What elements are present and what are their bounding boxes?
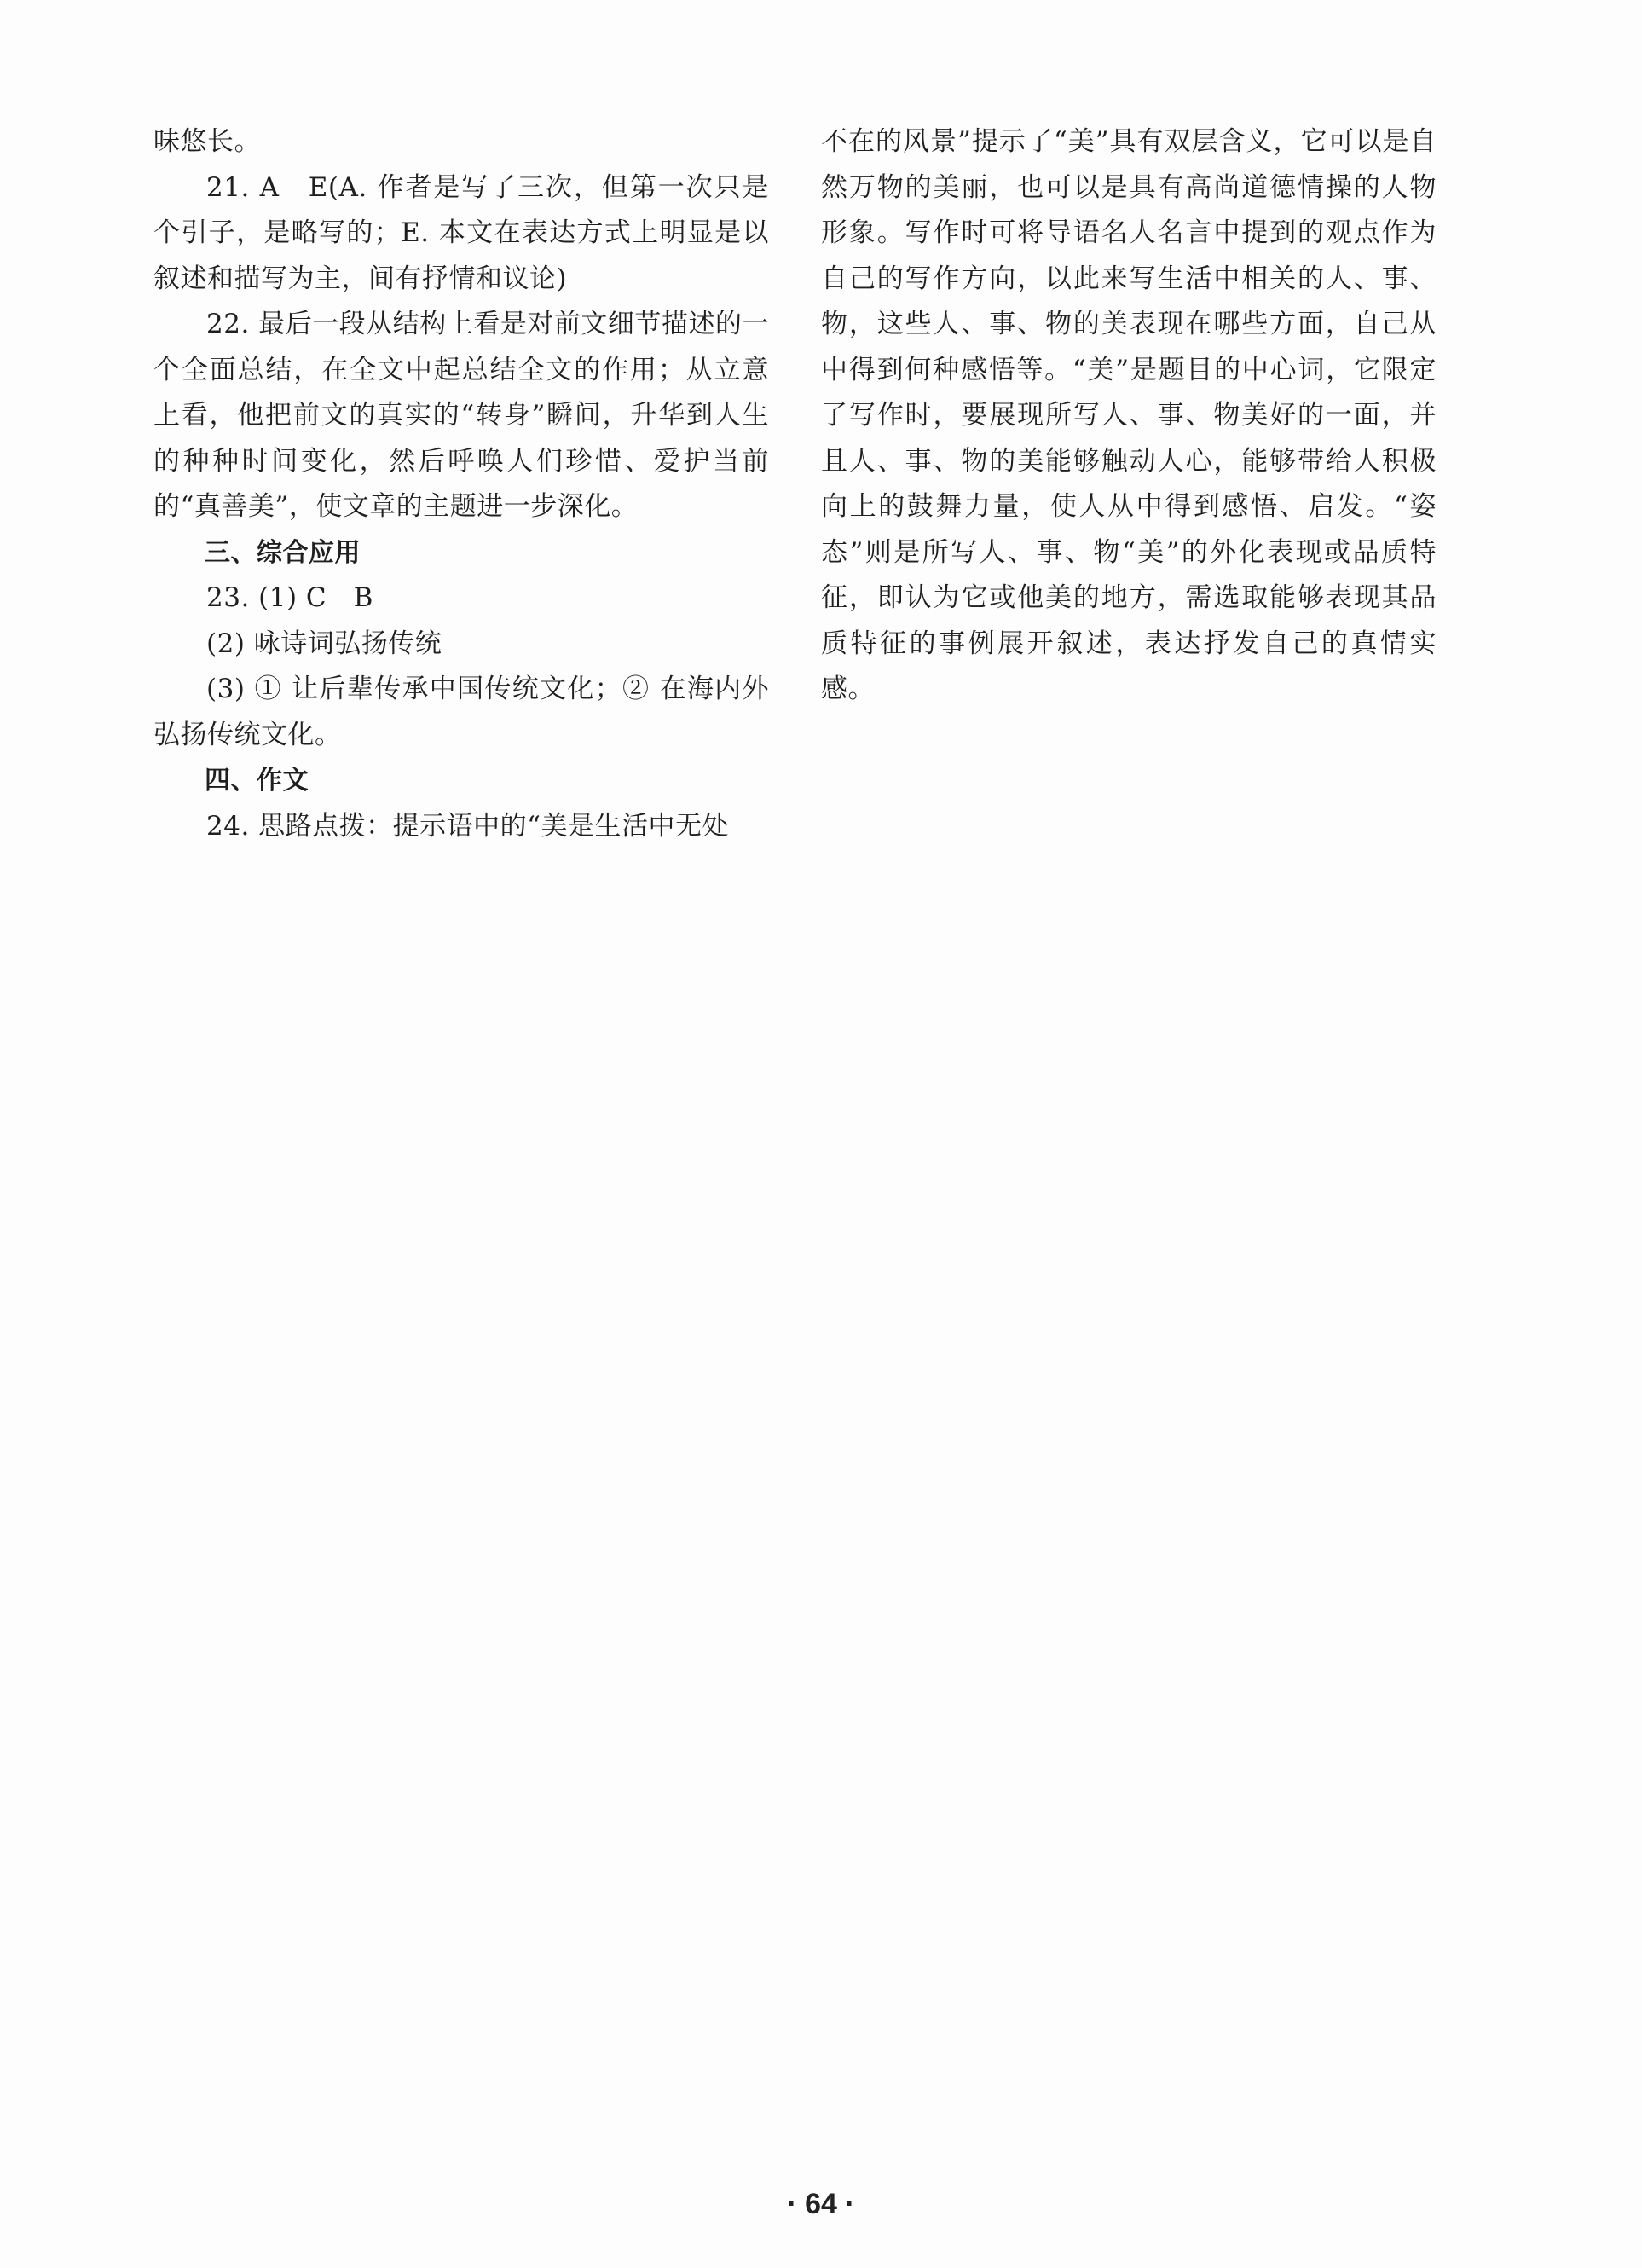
section-heading-comprehensive-application: 三、综合应用 [205,537,361,568]
left-column [153,119,769,849]
answer-23-3: (3) ① 让后辈传承中国传统文化；② 在海内外弘扬传统文化。 [153,674,769,750]
answer-24-start: 24. 思路点拨：提示语中的“美是生活中无处 [206,810,730,842]
section-heading-composition: 四、作文 [205,766,309,796]
answer-22: 22. 最后一段从结构上看是对前文细节描述的一个全面总结，在全文中起总结全文的作用；从立意上看，他把前文的真实的“转身”瞬间，升华到人生的种种时间变化，然后呼唤人们珍惜、爱护当前的“真善美”，使文章的主题进一步深化。 [153,309,769,522]
paragraph-continuation: 味悠长。 [153,126,261,157]
right-column [821,119,1437,713]
answer-21: 21. A E(A. 作者是写了三次，但第一次只是个引子，是略写的；E. 本文在表达方式上明显是以叙述和描写为主，间有抒情和议论) [153,171,769,294]
answer-23-2: (2) 咏诗词弘扬传统 [206,628,442,659]
page-number: · 64 · [787,2188,855,2220]
answer-24-continuation: 不在的风景”提示了“美”具有双层含义，它可以是自然万物的美丽，也可以是具有高尚道德情操的人物形象。写作时可将导语名人名言中提到的观点作为自己的写作方向，以此来写生活中相关的人、事、物，这些人、事、物的美表现在哪些方面，自己从中得到何种感悟等。“美”是题目的中心词，它限定了写作时，要展现所写人、事、物美好的一面，并且人、事、物的美能够触动人心，能够带给人积极向上的鼓舞力量，使人从中得到感悟、启发。“姿态”则是所写人、事、物“美”的外化表现或品质特征，即认为它或他美的地方，需选取能够表现其品质特征的事例展开叙述，表达抒发自己的真情实感。 [821,126,1437,704]
answer-23-1: 23. (1) C B [206,582,373,613]
